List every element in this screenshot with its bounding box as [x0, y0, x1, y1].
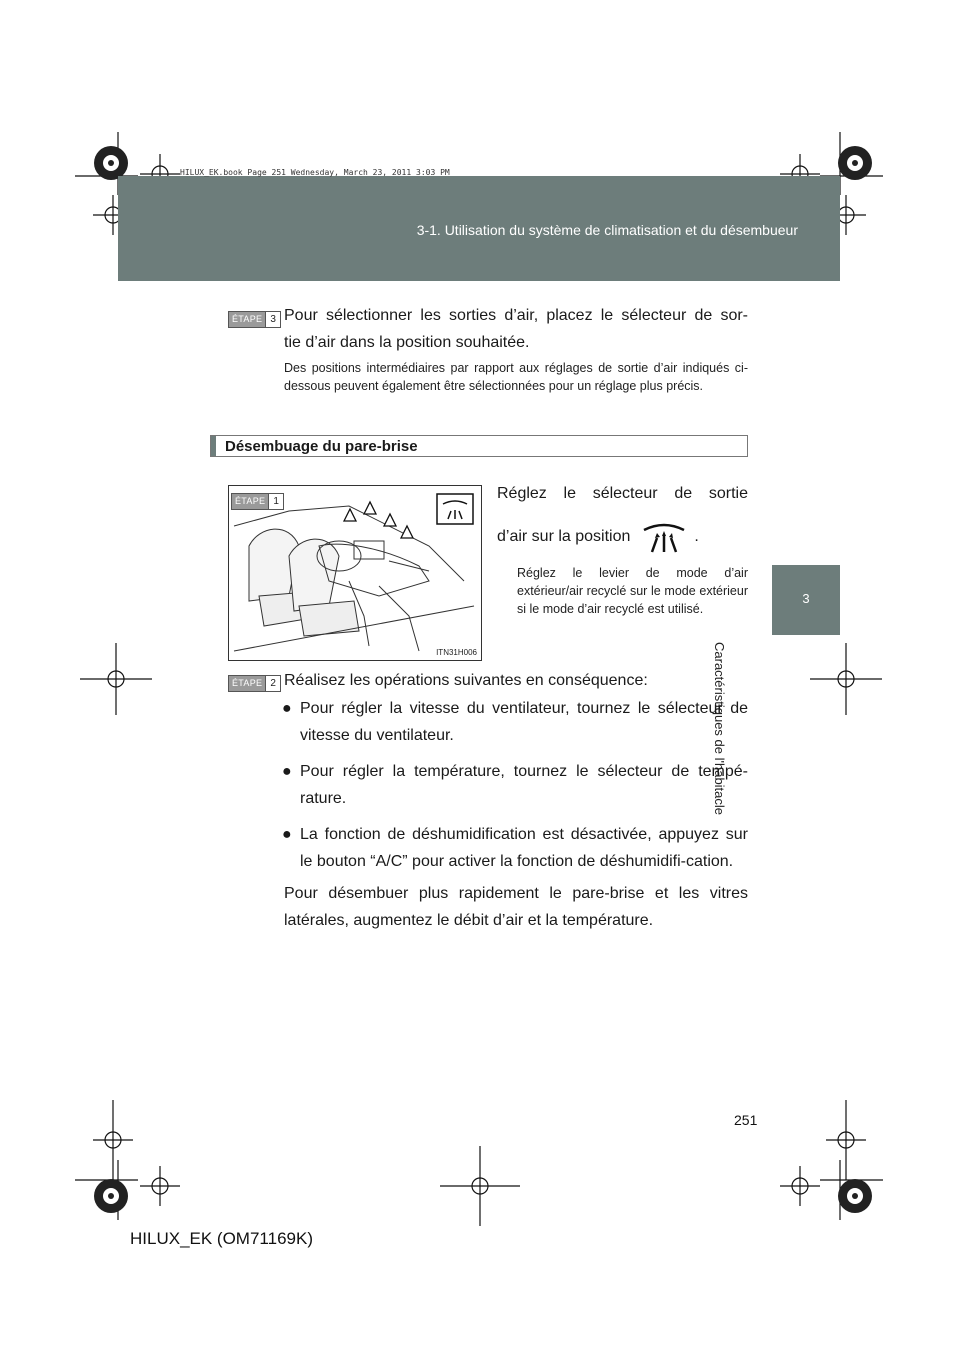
step-badge-label: ÉTAPE	[229, 312, 265, 327]
step1-text	[497, 480, 748, 556]
step-badge-number: 3	[265, 312, 280, 327]
bullet-text: La fonction de déshumidification est désactivée, appuyez sur le bouton “A/C” pour activer la fonction de déshumidifi-cation.	[300, 826, 748, 870]
step-badge-label: ÉTAPE	[232, 494, 268, 509]
step3-badge	[228, 309, 281, 328]
step1-badge	[231, 491, 284, 510]
step3-line2: tie d’air dans la position souhaitée.	[284, 334, 530, 351]
bullet-icon: ●	[282, 763, 292, 780]
chapter-label	[711, 642, 817, 842]
windshield-defrost-icon	[437, 494, 473, 524]
step3-line1: Pour sélectionner les sorties d’air, placez le sélecteur de sor-	[284, 307, 748, 324]
step1-line2	[497, 518, 748, 556]
bullet-icon: ●	[282, 826, 292, 843]
page-section-title: 3-1. Utilisation du système de climatisation et du désembueur	[416, 222, 798, 238]
interior-illustration	[228, 485, 482, 661]
section-title: Désembuage du pare-brise	[225, 438, 418, 455]
step2-badge	[228, 673, 281, 692]
list-item	[282, 758, 748, 812]
closing-text: Pour désembuer plus rapidement le pare-brise et les vitres latérales, augmentez le débit d’air et la température.	[284, 885, 748, 929]
step2-bullets	[282, 695, 748, 875]
bullet-icon: ●	[282, 700, 292, 717]
page-number: 251	[734, 1112, 758, 1128]
file-stamp: HILUX_EK.book Page 251 Wednesday, March 23, 2011 3:03 PM	[180, 168, 450, 177]
bullet-text: Pour régler la vitesse du ventilateur, tournez le sélecteur de vitesse du ventilateur.	[300, 700, 748, 744]
step2-intro: Réalisez les opérations suivantes en conséquence:	[284, 672, 648, 689]
list-item	[282, 821, 748, 875]
list-item	[282, 695, 748, 749]
model-code: HILUX_EK (OM71169K)	[130, 1229, 313, 1248]
step3-note: Des positions intermédiaires par rapport aux réglages de sortie d’air indiqués ci-dessous peuvent également être sélectionnées pour un réglage plus précis.	[284, 361, 748, 393]
step-badge-number: 1	[268, 494, 283, 509]
step1-note: Réglez le levier de mode d’air extérieur/air recyclé sur le mode extérieur si le mode d’air recyclé est utilisé.	[517, 566, 748, 616]
chapter-number: 3	[802, 591, 810, 606]
step1-line1: Réglez le sélecteur de sortie	[497, 485, 748, 502]
image-code: ITN31H006	[436, 648, 477, 657]
defrost-position-icon	[640, 518, 688, 556]
section-header-bar	[211, 436, 216, 456]
step1-line2-b: .	[694, 528, 699, 545]
step-badge-number: 2	[265, 676, 280, 691]
step1-line2-a: d’air sur la position	[497, 528, 631, 545]
step3-text	[284, 302, 748, 356]
section-header	[210, 435, 748, 457]
car-interior-drawing	[229, 486, 482, 661]
bullet-text: Pour régler la température, tournez le sélecteur de tempé-rature.	[300, 763, 748, 807]
step-badge-label: ÉTAPE	[229, 676, 265, 691]
chapter-label-text: Caractéristiques de l'habitacle	[711, 642, 727, 816]
